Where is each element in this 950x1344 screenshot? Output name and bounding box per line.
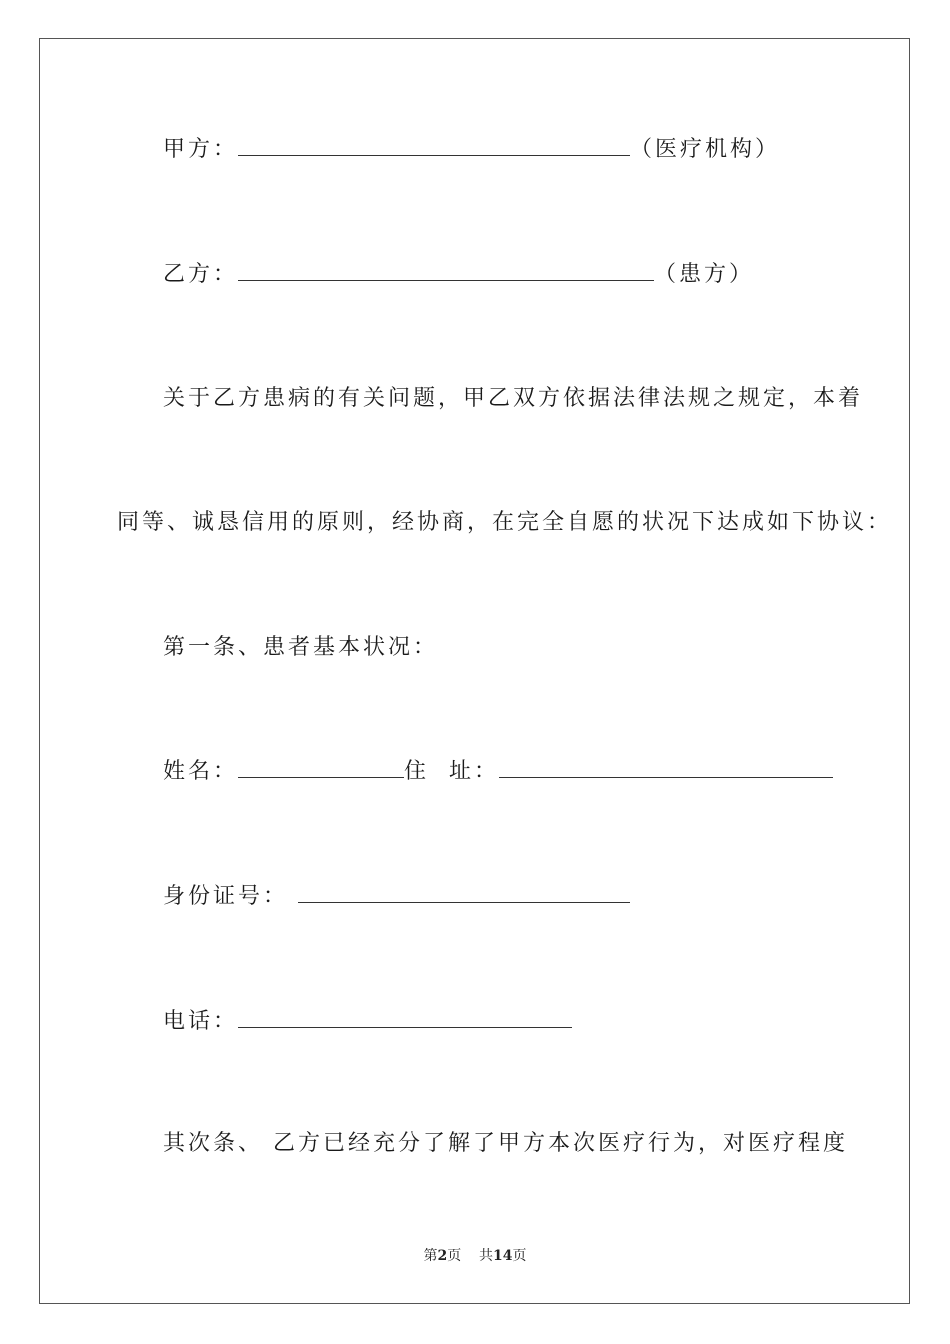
party-b-label: 乙方： [163,262,239,287]
preamble-line-2: 同等、诚恳信用的原则，经协商，在完全自愿的状况下达成如下协议： [117,510,893,535]
article-1-title: 第一条、患者基本状况： [163,635,439,660]
party-b-suffix: （患方） [654,262,755,287]
preamble-line-1: 关于乙方患病的有关问题，甲乙双方依据法律法规之规定，本着 [163,386,864,411]
page-border [39,38,910,1304]
party-a-blank[interactable] [238,135,630,156]
footer-total-number: 14 [493,1248,513,1264]
party-a-label: 甲方： [163,137,239,162]
footer-total-prefix: 共 [479,1248,494,1264]
name-address-line [163,757,833,787]
party-a-suffix: （医疗机构） [630,137,781,162]
id-line [163,882,630,912]
footer-page-prefix: 第 [423,1248,438,1264]
footer-page-number: 2 [437,1248,448,1264]
id-label: 身份证号： [163,884,289,909]
id-blank[interactable] [298,882,630,903]
party-b-line [163,260,754,290]
party-a-line [163,135,780,165]
phone-label: 电话： [163,1009,239,1034]
address-label: 住 址： [404,759,500,784]
page-footer [0,1246,950,1266]
footer-page-suffix: 页 [447,1248,462,1264]
footer-total-suffix: 页 [512,1248,527,1264]
name-blank[interactable] [238,757,404,778]
party-b-blank[interactable] [238,260,654,281]
phone-line [163,1007,572,1037]
article-2-line-1: 其次条、 乙方已经充分了解了甲方本次医疗行为，对医疗程度 [163,1131,848,1156]
address-blank[interactable] [499,757,833,778]
name-label: 姓名： [163,759,239,784]
phone-blank[interactable] [238,1007,572,1028]
